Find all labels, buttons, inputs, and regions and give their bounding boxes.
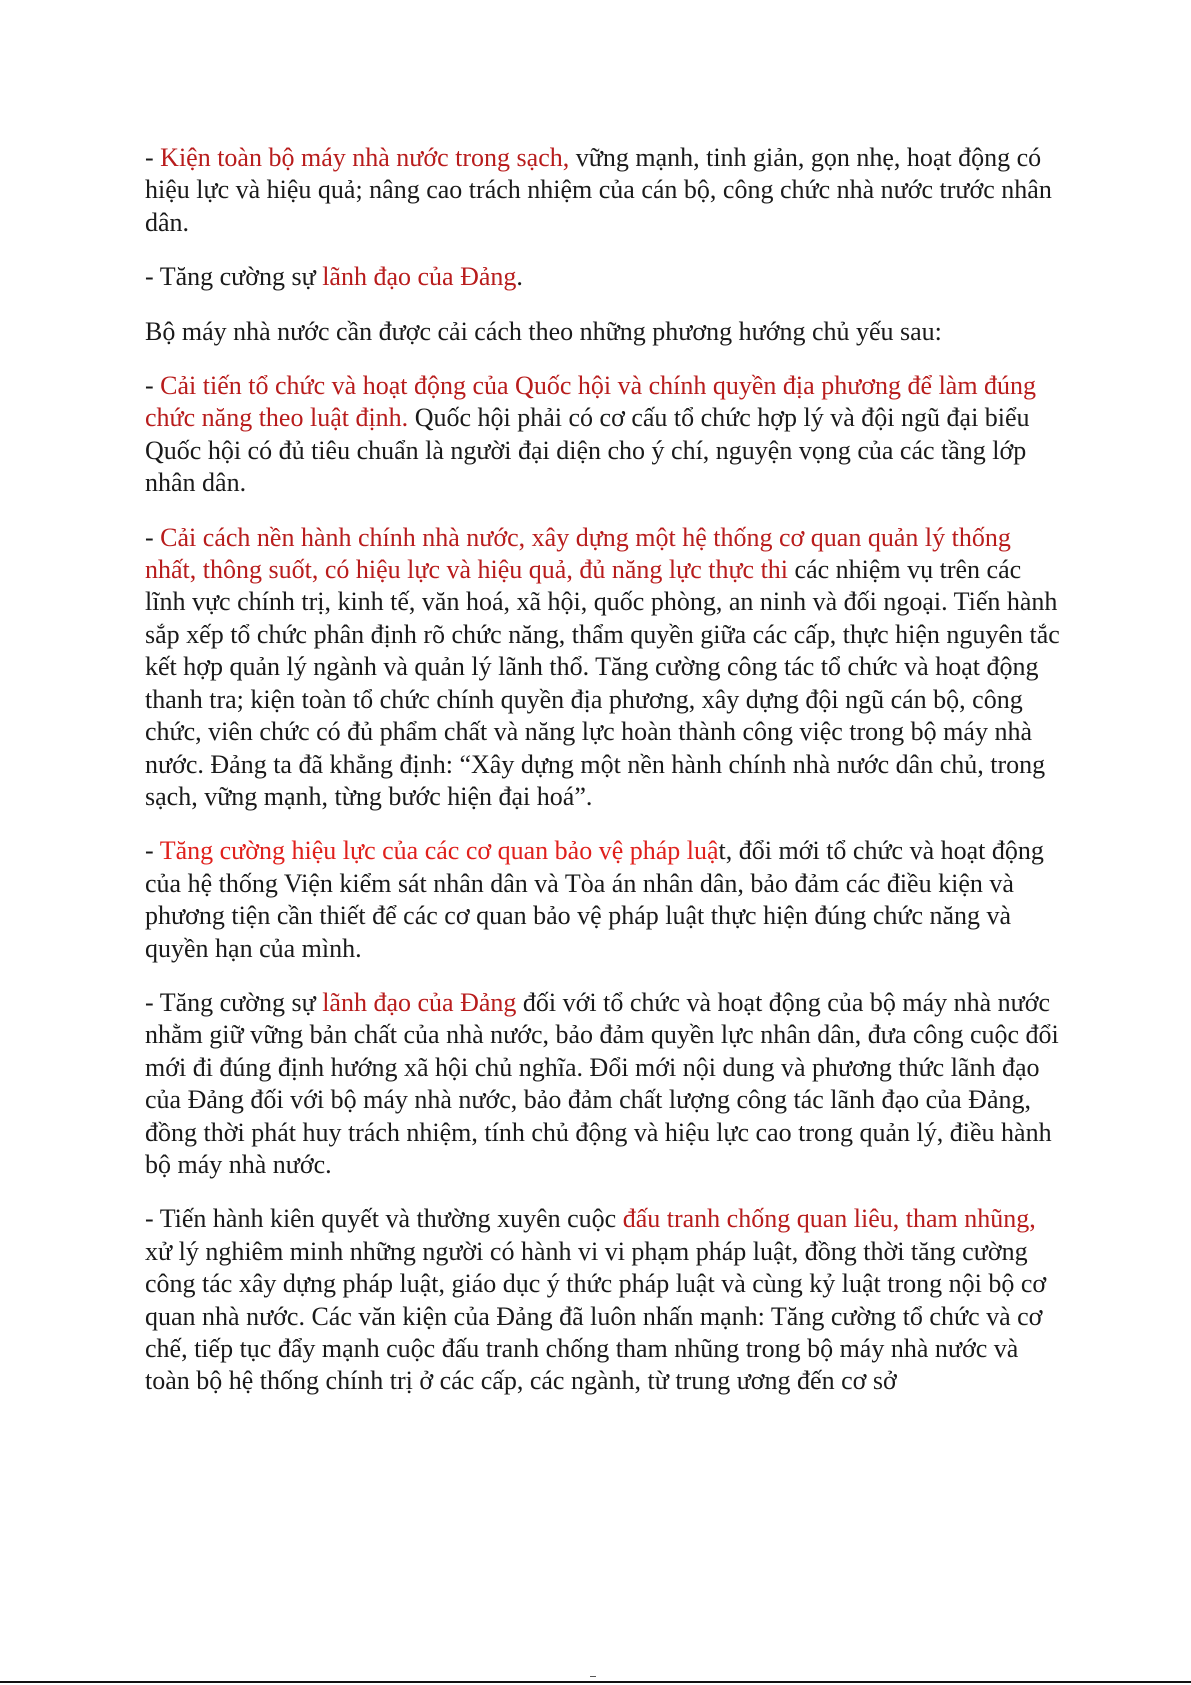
text-segment: - xyxy=(145,371,161,401)
paragraph-cai-cach xyxy=(145,522,1065,814)
text-segment: - xyxy=(145,143,161,172)
paragraph-kien-toan xyxy=(145,142,1065,239)
paragraph-tang-cuong-2 xyxy=(145,987,1065,1181)
text-segment: - xyxy=(145,522,161,552)
text-segment: - Tiến hành kiên quyết và thường xuyên cuộc xyxy=(145,1204,623,1234)
highlighted-phrase: đấu tranh chống quan liêu, tham nhũng, xyxy=(622,1204,1036,1234)
text-segment: . xyxy=(516,262,523,292)
highlighted-phrase: lãnh đạo của Đảng xyxy=(322,987,517,1017)
paragraph-hieu-luc xyxy=(145,835,1065,965)
text-segment: - xyxy=(145,836,160,866)
paragraph-tang-cuong-1 xyxy=(145,261,1065,293)
text-segment: đối với tổ chức và hoạt động của bộ máy nhà nước nhằm giữ vững bản chất của nhà nước, bảo đảm quyền lực nhân dân, đưa công cuộc đổi mới đi đúng định hướng xã hội chủ nghĩa. Đổi mới nội dung và phương thức lãnh đạo của Đảng đối với bộ máy nhà nước, bảo đảm chất lượng công tác lãnh đạo của Đảng, đồng thời phát huy trách nhiệm, tính chủ động và hiệu lực cao trong quản lý, điều hành bộ máy nhà nước. xyxy=(145,987,1059,1179)
text-segment: các nhiệm vụ trên các lĩnh vực chính trị, kinh tế, văn hoá, xã hội, quốc phòng, an ninh và đối ngoại. Tiến hành sắp xếp tổ chức phân định rõ chức năng, thẩm quyền giữa các cấp, thực hiện nguyên tắc kết hợp quản lý ngành và quản lý lãnh thổ. Tăng cường công tác tổ chức và hoạt động thanh tra; kiện toàn tổ chức chính quyền địa phương, xây dựng đội ngũ cán bộ, công chức, viên chức có đủ phẩm chất và năng lực hoàn thành công việc trong bộ máy nhà nước. Đảng ta đã khẳng định: “Xây dựng một nền hành chính nhà nước dân chủ, trong sạch, vững mạnh, từng bước hiện đại hoá”. xyxy=(145,555,1060,811)
document-body xyxy=(145,142,1065,1420)
text-segment: xử lý nghiêm minh những người có hành vi vi phạm pháp luật, đồng thời tăng cường công tác xây dựng pháp luật, giáo dục ý thức pháp luật và cùng kỷ luật trong nội bộ cơ quan nhà nước. Các văn kiện của Đảng đã luôn nhấn mạnh: Tăng cường tổ chức và cơ chế, tiếp tục đẩy mạnh cuộc đấu tranh chống tham nhũng trong bộ máy nhà nước và toàn bộ hệ thống chính trị ở các cấp, các ngành, từ trung ương đến cơ sở xyxy=(145,1236,1047,1396)
highlighted-phrase: Kiện toàn bộ máy nhà nước trong sạch, xyxy=(160,143,570,172)
page-bottom-border xyxy=(0,1681,1191,1683)
highlighted-phrase: lãnh đạo của Đảng xyxy=(322,262,517,292)
text-segment: - Tăng cường sự xyxy=(145,987,323,1017)
highlighted-phrase: Tăng cường hiệu lực của các cơ quan bảo vệ pháp luậ xyxy=(159,836,719,866)
paragraph-phuong-huong xyxy=(145,316,1065,348)
paragraph-cai-tien xyxy=(145,370,1065,500)
page-break-mark xyxy=(590,1676,596,1680)
highlighted-phrase: Cải tiến tổ chức và hoạt động của Quốc hội và chính quyền địa phương để làm đúng chức năng theo luật định. xyxy=(145,371,1037,433)
text-segment: Quốc hội phải có cơ cấu tổ chức hợp lý và đội ngũ đại biểu Quốc hội có đủ tiêu chuẩn là người đại diện cho ý chí, nguyện vọng của các tầng lớp nhân dân. xyxy=(145,403,1030,498)
paragraph-dau-tranh xyxy=(145,1203,1065,1397)
highlighted-phrase: Cải cách nền hành chính nhà nước, xây dựng một hệ thống cơ quan quản lý thống nhất, thông suốt, có hiệu lực và hiệu quả, đủ năng lực thực thi xyxy=(145,522,1011,585)
text-segment: t, đổi mới tổ chức và hoạt động của hệ thống Viện kiểm sát nhân dân và Tòa án nhân dân, bảo đảm các điều kiện và phương tiện cần thiết để các cơ quan bảo vệ pháp luật thực hiện đúng chức năng và quyền hạn của mình. xyxy=(145,836,1044,963)
text-segment: vững mạnh, tinh giản, gọn nhẹ, hoạt động có hiệu lực và hiệu quả; nâng cao trách nhiệm của cán bộ, công chức nhà nước trước nhân dân. xyxy=(145,143,1052,237)
text-segment: Bộ máy nhà nước cần được cải cách theo những phương hướng chủ yếu sau: xyxy=(145,316,942,346)
text-segment: - Tăng cường sự xyxy=(145,262,323,292)
